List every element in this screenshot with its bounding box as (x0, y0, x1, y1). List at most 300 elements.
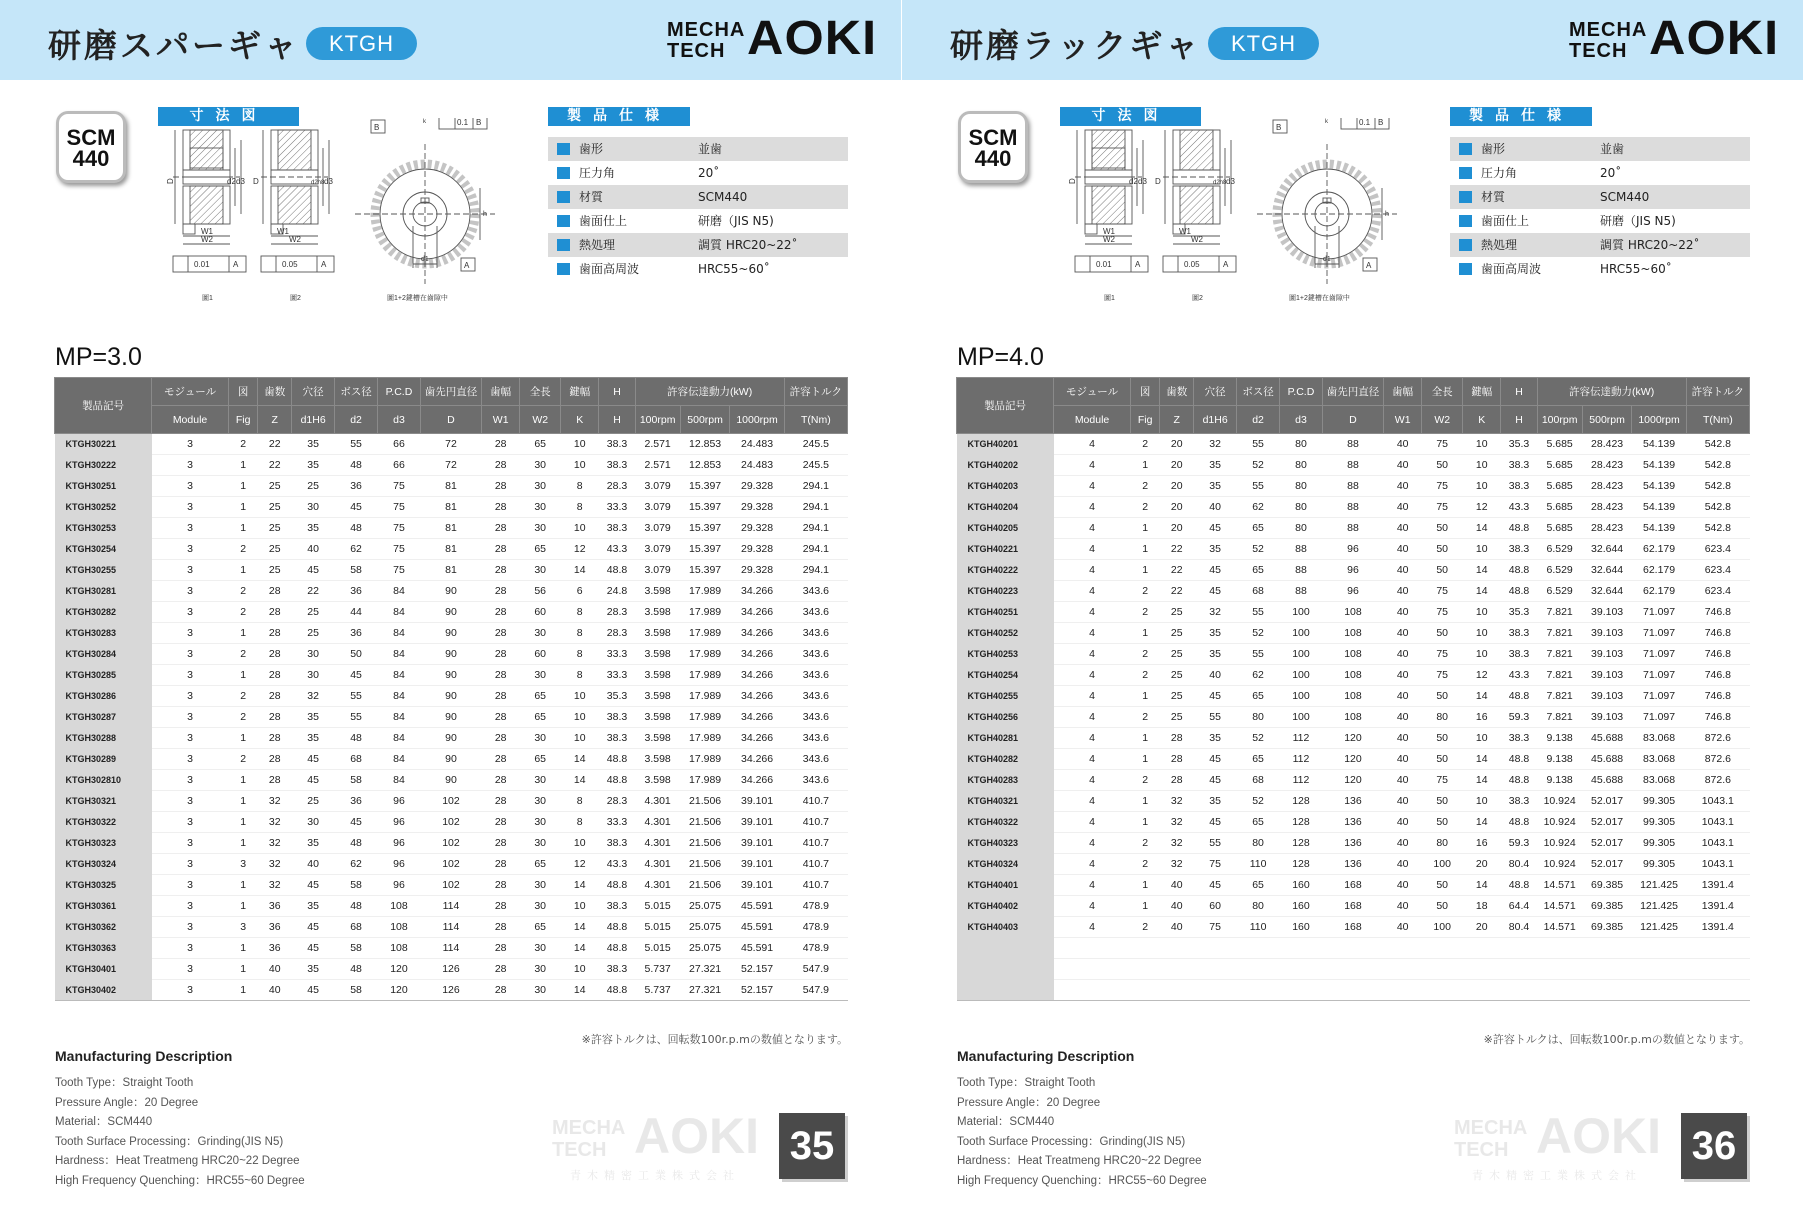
table-cell: 40 (1383, 434, 1421, 455)
table-cell: 100 (1280, 686, 1323, 707)
table-cell: 28 (481, 476, 519, 497)
table-cell: 623.4 (1686, 581, 1749, 602)
table-cell: 121.425 (1632, 917, 1686, 938)
table-cell: 75 (1422, 497, 1463, 518)
table-cell: 52 (1237, 728, 1280, 749)
table-cell: 34.266 (730, 644, 784, 665)
gear-tol-value: 0.1 (1359, 118, 1371, 127)
table-cell: 40 (258, 959, 292, 980)
table-row (55, 476, 848, 497)
table-cell: 50 (335, 644, 378, 665)
table-cell: 5.685 (1537, 518, 1582, 539)
table-cell: 69.385 (1582, 875, 1632, 896)
table-cell: 35 (292, 833, 335, 854)
spec-row (1450, 257, 1750, 281)
table-cell: 10 (561, 707, 599, 728)
table-cell: 20 (1160, 518, 1194, 539)
header-cell: 穴径 (1194, 378, 1237, 406)
table-cell: 36 (335, 623, 378, 644)
table-cell: 30 (520, 476, 561, 497)
header-cell: 許容トルク (1686, 378, 1749, 406)
table-cell: 28 (481, 812, 519, 833)
table-cell: 1 (228, 896, 257, 917)
table-cell: 39.103 (1582, 665, 1632, 686)
product-code-cell: KTGH40221 (957, 539, 1054, 560)
header-cell: T(Nm) (784, 406, 847, 434)
table-cell: 64.4 (1501, 896, 1537, 917)
table-cell: 65 (520, 539, 561, 560)
table-cell: 4 (1054, 434, 1131, 455)
header-cell: 全長 (1422, 378, 1463, 406)
table-cell: 39.103 (1582, 623, 1632, 644)
fig1-tol-value: 0.01 (1096, 260, 1112, 269)
table-row (957, 896, 1750, 917)
product-code-cell: KTGH40252 (957, 623, 1054, 644)
table-cell: 25 (1160, 665, 1194, 686)
table-cell: 28 (481, 938, 519, 959)
header-cell: d2 (335, 406, 378, 434)
table-cell: 25 (258, 560, 292, 581)
table-cell: 28 (481, 518, 519, 539)
table-cell: 14 (1463, 560, 1501, 581)
table-cell: 30 (520, 518, 561, 539)
table-cell: 54.139 (1632, 497, 1686, 518)
table-cell: 14 (561, 770, 599, 791)
table-cell: 84 (378, 686, 421, 707)
table-cell: 3.598 (635, 602, 680, 623)
table-cell: 1 (228, 455, 257, 476)
header-cell: Z (258, 406, 292, 434)
table-cell: 2 (1130, 581, 1159, 602)
table-cell: 343.6 (784, 749, 847, 770)
table-cell: 100 (1280, 665, 1323, 686)
table-cell: 1 (228, 980, 257, 1001)
table-cell: 83.068 (1632, 770, 1686, 791)
table-cell: 3.079 (635, 560, 680, 581)
table-cell: 128 (1280, 812, 1323, 833)
table-cell: 36 (335, 476, 378, 497)
product-code-cell: KTGH30361 (55, 896, 152, 917)
table-cell: 28 (481, 749, 519, 770)
table-cell: 40 (1383, 812, 1421, 833)
table-cell: 88 (1322, 518, 1383, 539)
table-cell: 2 (228, 581, 257, 602)
table-cell: 30 (520, 896, 561, 917)
table-cell: 40 (1383, 455, 1421, 476)
spec-bullet-icon (557, 143, 570, 155)
table-cell: 343.6 (784, 770, 847, 791)
table-cell: 102 (420, 875, 481, 896)
product-code-cell: KTGH30325 (55, 875, 152, 896)
gear-dim-k: k (423, 119, 426, 125)
table-cell: 102 (420, 833, 481, 854)
table-cell: 128 (1280, 833, 1323, 854)
spec-value: HRC55~60˚ (1600, 262, 1672, 276)
header-cell: 製品記号 (957, 378, 1054, 434)
fig1-tol-value: 0.01 (194, 260, 210, 269)
table-cell: 120 (1322, 749, 1383, 770)
table-cell: 50 (1422, 875, 1463, 896)
watermark-brand: AOKI (634, 1108, 759, 1164)
table-cell: 120 (378, 959, 421, 980)
product-code-cell: KTGH40205 (957, 518, 1054, 539)
table-cell: 72 (420, 455, 481, 476)
table-cell: 38.3 (599, 455, 635, 476)
table-cell: 8 (561, 602, 599, 623)
table-cell: 43.3 (1501, 665, 1537, 686)
table-cell: 17.989 (680, 770, 730, 791)
table-cell: 38.3 (599, 959, 635, 980)
table-cell: 32 (258, 812, 292, 833)
table-row (55, 812, 848, 833)
table-cell: 38.3 (599, 728, 635, 749)
table-cell: 1 (228, 875, 257, 896)
table-cell: 62.179 (1632, 539, 1686, 560)
table-cell: 14.571 (1537, 917, 1582, 938)
table-cell: 48.8 (1501, 518, 1537, 539)
table-cell: 22 (258, 455, 292, 476)
table-cell: 34.266 (730, 686, 784, 707)
table-cell: 100 (1280, 707, 1323, 728)
table-cell: 35 (292, 728, 335, 749)
table-cell: 4 (1054, 581, 1131, 602)
product-code-cell: KTGH40283 (957, 770, 1054, 791)
table-cell: 14.571 (1537, 896, 1582, 917)
table-cell: 34.266 (730, 707, 784, 728)
product-code-cell: KTGH40256 (957, 707, 1054, 728)
table-cell: 17.989 (680, 665, 730, 686)
table-cell: 96 (378, 791, 421, 812)
table-cell: 8 (561, 812, 599, 833)
table-cell: 28 (481, 959, 519, 980)
table-cell: 65 (1237, 812, 1280, 833)
table-cell: 1 (228, 518, 257, 539)
table-cell: 4 (1054, 455, 1131, 476)
table-cell: 71.097 (1632, 644, 1686, 665)
table-cell: 32 (258, 791, 292, 812)
header-row-1 (55, 378, 848, 406)
manufacturing-description-title: Manufacturing Description (957, 1048, 1135, 1064)
spec-bullet-icon (1459, 263, 1472, 275)
table-cell: 48.8 (1501, 875, 1537, 896)
table-cell: 21.506 (680, 812, 730, 833)
fig2-caption: 圖2 (1192, 295, 1203, 302)
material-badge-line2: 440 (974, 146, 1012, 171)
table-cell: 28 (481, 980, 519, 1001)
table-cell: 28 (258, 581, 292, 602)
header-cell: W1 (481, 406, 519, 434)
table-cell: 746.8 (1686, 602, 1749, 623)
table-cell: 30 (292, 497, 335, 518)
table-cell: 62 (335, 854, 378, 875)
table-cell: 2 (228, 539, 257, 560)
fig2-dim-w1: W1 (1179, 227, 1191, 236)
table-cell: 38.3 (1501, 644, 1537, 665)
table-row (957, 875, 1750, 896)
fig2-dim-d: D (253, 177, 259, 186)
table-cell: 21.506 (680, 833, 730, 854)
series-badge: KTGH (1208, 27, 1319, 60)
table-cell: 71.097 (1632, 707, 1686, 728)
table-row (55, 539, 848, 560)
material-badge-line2: 440 (72, 146, 110, 171)
table-row (957, 854, 1750, 875)
table-cell: 65 (520, 749, 561, 770)
table-row (957, 434, 1750, 455)
table-cell: 75 (1422, 602, 1463, 623)
header-cell: 500rpm (680, 406, 730, 434)
table-cell: 83.068 (1632, 728, 1686, 749)
fig1-dim-d2: d2 (227, 177, 236, 186)
table-cell: 100 (1280, 602, 1323, 623)
header-cell: 全長 (520, 378, 561, 406)
table-cell: 3 (152, 560, 229, 581)
table-cell: 17.989 (680, 623, 730, 644)
table-cell: 14 (1463, 875, 1501, 896)
fig2-dim-d3: d3 (324, 177, 333, 186)
table-cell: 55 (1237, 434, 1280, 455)
table-cell: 28 (258, 728, 292, 749)
module-pitch-heading: MP=4.0 (957, 343, 1044, 371)
table-cell: 343.6 (784, 728, 847, 749)
table-cell: 80 (1280, 434, 1323, 455)
table-cell: 99.305 (1632, 812, 1686, 833)
table-cell: 3 (152, 581, 229, 602)
header-cell: 1000rpm (730, 406, 784, 434)
table-cell: 14 (1463, 749, 1501, 770)
table-cell: 9.138 (1537, 728, 1582, 749)
table-cell: 8 (561, 644, 599, 665)
table-cell: 48 (335, 959, 378, 980)
header-cell: d3 (1280, 406, 1323, 434)
product-code-cell: KTGH40201 (957, 434, 1054, 455)
product-code-cell: KTGH302810 (55, 770, 152, 791)
table-cell: 75 (1422, 581, 1463, 602)
table-cell: 22 (1160, 539, 1194, 560)
table-cell: 1 (228, 770, 257, 791)
gear-datum-a: A (464, 261, 470, 270)
table-cell: 39.103 (1582, 686, 1632, 707)
table-cell: 40 (1160, 896, 1194, 917)
spec-row (1450, 209, 1750, 233)
table-cell: 38.3 (599, 896, 635, 917)
table-cell: 28 (481, 560, 519, 581)
table-cell: 30 (520, 497, 561, 518)
table-cell: 746.8 (1686, 686, 1749, 707)
empty-row (957, 980, 1750, 1001)
table-cell: 45 (335, 497, 378, 518)
table-cell: 25.075 (680, 917, 730, 938)
header-cell: 歯幅 (1383, 378, 1421, 406)
fig1-dim-d3: d3 (1138, 177, 1147, 186)
table-cell: 40 (1383, 644, 1421, 665)
table-cell: 542.8 (1686, 518, 1749, 539)
spec-value: 20˚ (698, 166, 720, 180)
table-cell: 28 (481, 917, 519, 938)
table-cell: 1 (1130, 455, 1159, 476)
product-code-cell: KTGH40253 (957, 644, 1054, 665)
product-code-cell: KTGH30321 (55, 791, 152, 812)
table-cell: 4 (1054, 665, 1131, 686)
table-cell: 4 (1054, 539, 1131, 560)
table-cell: 45 (292, 749, 335, 770)
table-cell: 2 (1130, 707, 1159, 728)
spec-value: 並歯 (698, 142, 723, 156)
table-cell: 35 (292, 455, 335, 476)
table-cell: 38.3 (1501, 476, 1537, 497)
header-cell: 歯幅 (481, 378, 519, 406)
fig2-dim-d2h8: d2h8 (1213, 180, 1227, 186)
table-cell: 58 (335, 875, 378, 896)
table-cell: 40 (1383, 623, 1421, 644)
table-cell: 14.571 (1537, 875, 1582, 896)
manufacturing-description-line: High Frequency Quenching：HRC55~60 Degree (55, 1174, 305, 1187)
table-cell: 36 (258, 938, 292, 959)
table-cell: 28 (481, 602, 519, 623)
table-cell: 343.6 (784, 644, 847, 665)
table-row (957, 455, 1750, 476)
table-cell: 32 (1160, 833, 1194, 854)
table-cell: 10 (1463, 623, 1501, 644)
table-cell: 4 (1054, 644, 1131, 665)
table-cell: 35 (1194, 455, 1237, 476)
table-cell: 10.924 (1537, 854, 1582, 875)
table-cell: 8 (561, 476, 599, 497)
table-cell: 294.1 (784, 476, 847, 497)
table-cell: 410.7 (784, 875, 847, 896)
table-cell: 20 (1160, 476, 1194, 497)
header-cell: K (1463, 406, 1501, 434)
table-cell: 24.8 (599, 581, 635, 602)
product-code-cell: KTGH40204 (957, 497, 1054, 518)
table-cell: 746.8 (1686, 707, 1749, 728)
table-cell: 52 (1237, 455, 1280, 476)
table-cell: 21.506 (680, 854, 730, 875)
header-cell: 歯先円直径 (1322, 378, 1383, 406)
table-cell: 3 (152, 434, 229, 455)
product-code-cell: KTGH40254 (957, 665, 1054, 686)
logo-brand: AOKI (747, 12, 878, 65)
header-cell: Fig (1130, 406, 1159, 434)
table-cell: 21.506 (680, 875, 730, 896)
table-cell: 410.7 (784, 812, 847, 833)
table-cell: 80 (1422, 707, 1463, 728)
spec-key: 歯形 (1481, 142, 1506, 156)
table-cell: 5.015 (635, 896, 680, 917)
table-cell: 126 (420, 980, 481, 1001)
table-cell: 50 (1422, 560, 1463, 581)
table-cell: 56 (520, 581, 561, 602)
table-cell: 28 (481, 455, 519, 476)
table-cell: 6.529 (1537, 581, 1582, 602)
product-code-cell: KTGH30363 (55, 938, 152, 959)
spec-value: SCM440 (1600, 190, 1650, 204)
table-cell: 62 (1237, 497, 1280, 518)
table-cell: 1 (228, 791, 257, 812)
table-cell: 36 (258, 917, 292, 938)
table-cell: 65 (520, 707, 561, 728)
table-cell: 96 (378, 833, 421, 854)
fig1-tol-datum: A (233, 260, 239, 269)
product-code-cell: KTGH30253 (55, 518, 152, 539)
table-cell: 7.821 (1537, 707, 1582, 728)
fig1-caption: 圖1 (202, 295, 213, 302)
table-cell: 1 (228, 476, 257, 497)
table-cell: 84 (378, 665, 421, 686)
table-cell: 1043.1 (1686, 812, 1749, 833)
table-cell: 96 (1322, 581, 1383, 602)
header-cell: ボス径 (335, 378, 378, 406)
table-cell: 30 (520, 791, 561, 812)
table-cell: 75 (1422, 434, 1463, 455)
header-cell: P.C.D (1280, 378, 1323, 406)
table-cell: 48 (335, 518, 378, 539)
table-cell: 28.3 (599, 623, 635, 644)
table-cell: 52 (1237, 539, 1280, 560)
table-cell: 40 (1383, 854, 1421, 875)
table-cell: 17.989 (680, 707, 730, 728)
table-row (957, 497, 1750, 518)
product-spec-label: 製品仕様 (548, 107, 690, 126)
fig1-dim-d3: d3 (236, 177, 245, 186)
table-cell: 12.853 (680, 434, 730, 455)
manufacturing-description-line: Hardness：Heat Treatmeng HRC20~22 Degree (55, 1155, 300, 1167)
table-cell: 88 (1280, 539, 1323, 560)
table-cell: 25 (258, 476, 292, 497)
table-cell: 55 (1237, 476, 1280, 497)
table-cell: 32 (258, 875, 292, 896)
table-cell: 10 (561, 686, 599, 707)
product-code-cell: KTGH40222 (957, 560, 1054, 581)
table-cell: 20 (1160, 434, 1194, 455)
table-cell: 45 (292, 770, 335, 791)
table-cell: 35 (292, 518, 335, 539)
table-cell: 17.989 (680, 728, 730, 749)
table-cell: 35 (1194, 476, 1237, 497)
table-cell: 10.924 (1537, 812, 1582, 833)
table-cell: 34.266 (730, 665, 784, 686)
spec-key: 歯面高周波 (1481, 262, 1542, 276)
table-cell: 48.8 (1501, 812, 1537, 833)
spec-bullet-icon (1459, 143, 1472, 155)
table-cell: 38.3 (1501, 791, 1537, 812)
spec-table (54, 377, 848, 1001)
table-cell: 9.138 (1537, 749, 1582, 770)
table-cell: 45 (1194, 581, 1237, 602)
table-cell: 99.305 (1632, 854, 1686, 875)
spec-key: 歯面仕上 (1481, 214, 1530, 228)
table-cell: 84 (378, 623, 421, 644)
table-cell: 1 (1130, 812, 1159, 833)
table-cell: 71.097 (1632, 686, 1686, 707)
table-cell: 58 (335, 980, 378, 1001)
table-cell: 28 (1160, 728, 1194, 749)
table-cell: 1 (228, 560, 257, 581)
material-badge (958, 111, 1028, 183)
product-code-cell: KTGH30287 (55, 707, 152, 728)
table-cell: 25 (258, 539, 292, 560)
table-cell: 52.017 (1582, 791, 1632, 812)
table-row (957, 686, 1750, 707)
table-cell: 48.8 (599, 938, 635, 959)
table-cell: 62 (335, 539, 378, 560)
table-cell: 3 (152, 959, 229, 980)
fig3-caption: 圖1+2鍵槽在齒隙中 (387, 295, 448, 302)
table-cell: 50 (1422, 791, 1463, 812)
fig2-dim-w2: W2 (289, 235, 301, 244)
table-cell: 4 (1054, 707, 1131, 728)
table-cell: 8 (561, 791, 599, 812)
